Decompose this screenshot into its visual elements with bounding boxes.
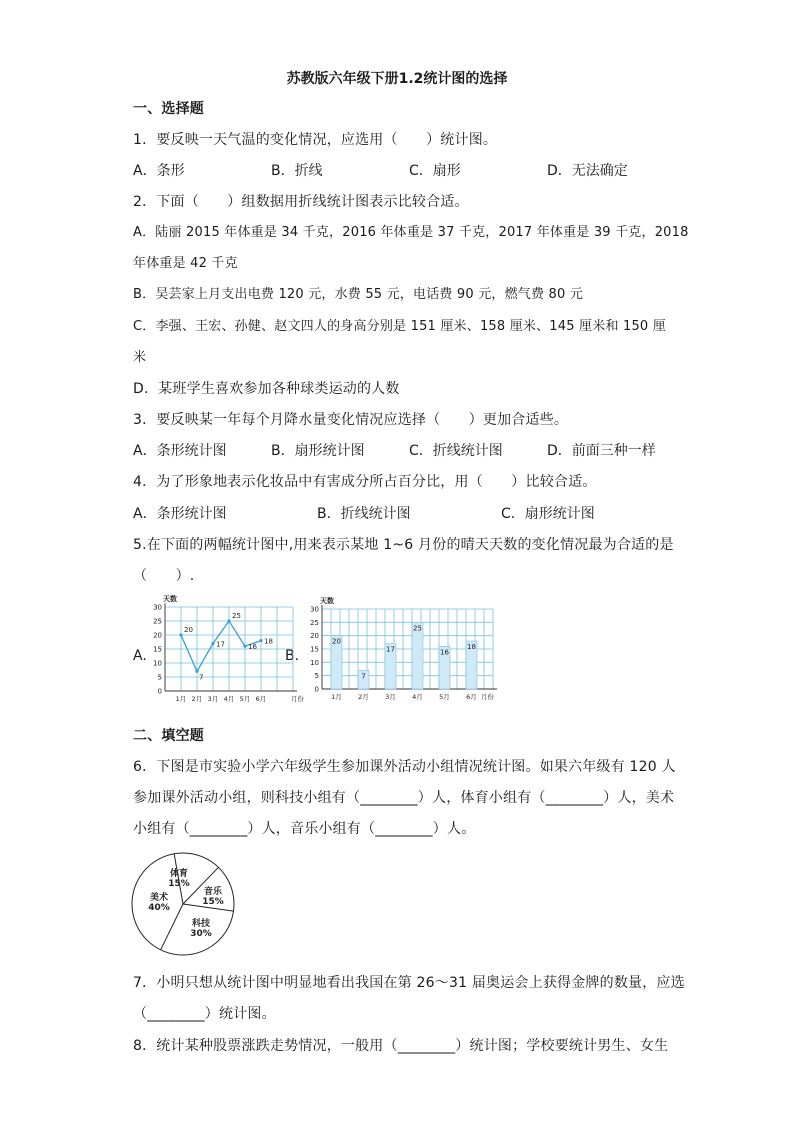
data-label: 18 <box>467 643 476 651</box>
data-label: 17 <box>216 640 225 649</box>
question-1-option-c: C．扇形 <box>409 163 461 179</box>
question-8-line1: 8．统计某种股票涨跌走势情况，一般用（________）统计图；学校要统计男生、女生 <box>133 1038 669 1054</box>
data-label: 25 <box>232 612 241 620</box>
question-3-option-c: C．折线统计图 <box>409 443 503 459</box>
question-2-stem: 2．下面（ ）组数据用折线统计图表示比较合适。 <box>133 194 469 210</box>
pie-slice-percent: 40% <box>148 903 170 913</box>
x-tick-label: 2月 <box>191 695 203 703</box>
y-tick-label: 30 <box>153 603 162 612</box>
data-label: 20 <box>184 626 193 634</box>
pie-slice-percent: 15% <box>202 897 224 907</box>
x-tick-label: 2月 <box>358 693 369 701</box>
question-5-label-b: B. <box>285 648 300 664</box>
x-axis-unit: 月份 <box>291 695 304 703</box>
question-2-option-c-line1: C．李强、王宏、孙健、赵文四人的身高分别是 151 厘米、158 厘米、145 厘米和 150 厘 <box>133 319 666 334</box>
y-tick-label: 25 <box>153 617 162 626</box>
y-tick-label: 5 <box>314 672 319 681</box>
question-1-option-b: B．折线 <box>271 163 323 179</box>
question-1-stem: 1．要反映一天气温的变化情况，应选用（ ）统计图。 <box>133 132 498 148</box>
section-heading-fill: 二、填空题 <box>133 728 204 744</box>
question-1-option-d: D．无法确定 <box>547 163 628 179</box>
y-tick-label: 20 <box>153 631 162 640</box>
y-tick-label: 15 <box>310 645 319 654</box>
x-tick-label: 6月 <box>255 695 267 703</box>
x-tick-label: 5月 <box>239 695 251 703</box>
question-4-option-b: B．折线统计图 <box>317 506 411 522</box>
pie-slice-label: 美术 <box>149 893 169 903</box>
question-5-stem-line1: 5.在下面的两幅统计图中,用来表示某地 1~6 月份的晴天天数的变化情况最为合适的是 <box>133 537 674 553</box>
question-2-option-b: B．吴芸家上月支出电费 120 元，水费 55 元，电话费 90 元，燃气费 80 元 <box>133 287 584 302</box>
y-tick-label: 25 <box>310 618 319 627</box>
y-tick-label: 10 <box>153 659 162 668</box>
y-axis-label: 天数 <box>163 595 177 603</box>
data-label: 7 <box>199 673 204 682</box>
x-axis-unit: 月份 <box>481 693 494 701</box>
pie-slice-label: 体育 <box>169 869 189 879</box>
question-2-option-a-line1: A．陆丽 2015 年体重是 34 千克，2016 年体重是 37 千克，2017 年体重是 39 千克，2018 <box>133 225 689 240</box>
question-4-option-c: C．扇形统计图 <box>501 506 595 522</box>
pie-slice-label: 音乐 <box>203 887 223 897</box>
x-tick-label: 6月 <box>466 693 477 701</box>
pie-slice-label: 科技 <box>191 919 211 929</box>
pie-slice-percent: 30% <box>190 929 212 939</box>
question-2-option-c-line2: 米 <box>133 350 147 365</box>
y-tick-label: 20 <box>310 632 319 641</box>
question-4-option-a: A．条形统计图 <box>133 506 227 522</box>
question-2-option-a-line2: 年体重是 42 千克 <box>133 256 238 271</box>
pie-slice-percent: 15% <box>168 879 190 889</box>
question-4-stem: 4．为了形象地表示化妆品中有害成分所占百分比，用（ ）比较合适。 <box>133 474 597 490</box>
x-tick-label: 3月 <box>385 693 396 701</box>
data-label: 17 <box>386 645 395 654</box>
data-label: 16 <box>440 648 449 657</box>
question-6-line3: 小组有（________）人，音乐小组有（________）人。 <box>133 821 476 837</box>
y-tick-label: 5 <box>157 673 162 682</box>
section-heading-choice: 一、选择题 <box>133 101 204 117</box>
x-tick-label: 4月 <box>412 693 423 701</box>
question-7-line1: 7．小明只想从统计图中明显地看出我国在第 26～31 届奥运会上获得金牌的数量，应选 <box>133 975 685 991</box>
data-label: 7 <box>361 672 366 681</box>
question-3-option-a: A．条形统计图 <box>133 443 227 459</box>
data-point <box>179 633 182 636</box>
data-point <box>259 639 262 642</box>
data-label: 25 <box>413 624 422 633</box>
question-6-line1: 6．下图是市实验小学六年级学生参加课外活动小组情况统计图。如果六年级有 120 人 <box>133 759 676 775</box>
line-chart <box>143 593 304 711</box>
y-tick-label: 0 <box>157 687 162 696</box>
question-7-line2: （________）统计图。 <box>133 1006 276 1022</box>
data-label: 18 <box>264 637 273 646</box>
data-point <box>243 645 246 648</box>
bar-chart <box>300 597 500 707</box>
question-6-line2: 参加课外活动小组，则科技小组有（________）人，体育小组有（________）人，美术 <box>133 790 675 806</box>
x-tick-label: 1月 <box>175 695 187 703</box>
data-point <box>211 642 214 645</box>
x-tick-label: 1月 <box>331 693 342 701</box>
x-tick-label: 3月 <box>207 695 219 703</box>
document-title: 苏教版六年级下册1.2统计图的选择 <box>286 71 508 87</box>
pie-chart <box>130 850 240 958</box>
data-label: 16 <box>248 643 257 652</box>
question-5-stem-line2: （ ）. <box>133 568 195 584</box>
y-tick-label: 0 <box>314 685 319 694</box>
x-tick-label: 5月 <box>439 693 450 701</box>
question-5-label-a: A. <box>133 648 147 664</box>
y-tick-label: 10 <box>310 658 319 667</box>
y-tick-label: 30 <box>310 605 319 614</box>
question-3-option-d: D．前面三种一样 <box>547 443 656 459</box>
question-1-option-a: A．条形 <box>133 163 185 179</box>
y-axis-label: 天数 <box>320 597 334 605</box>
data-label: 20 <box>332 637 341 646</box>
x-tick-label: 4月 <box>223 695 235 703</box>
data-point <box>227 619 230 622</box>
question-3-option-b: B．扇形统计图 <box>271 443 365 459</box>
y-tick-label: 15 <box>153 645 162 654</box>
question-3-stem: 3．要反映某一年每个月降水量变化情况应选择（ ）更加合适些。 <box>133 412 569 428</box>
question-2-option-d: D．某班学生喜欢参加各种球类运动的人数 <box>133 381 400 397</box>
